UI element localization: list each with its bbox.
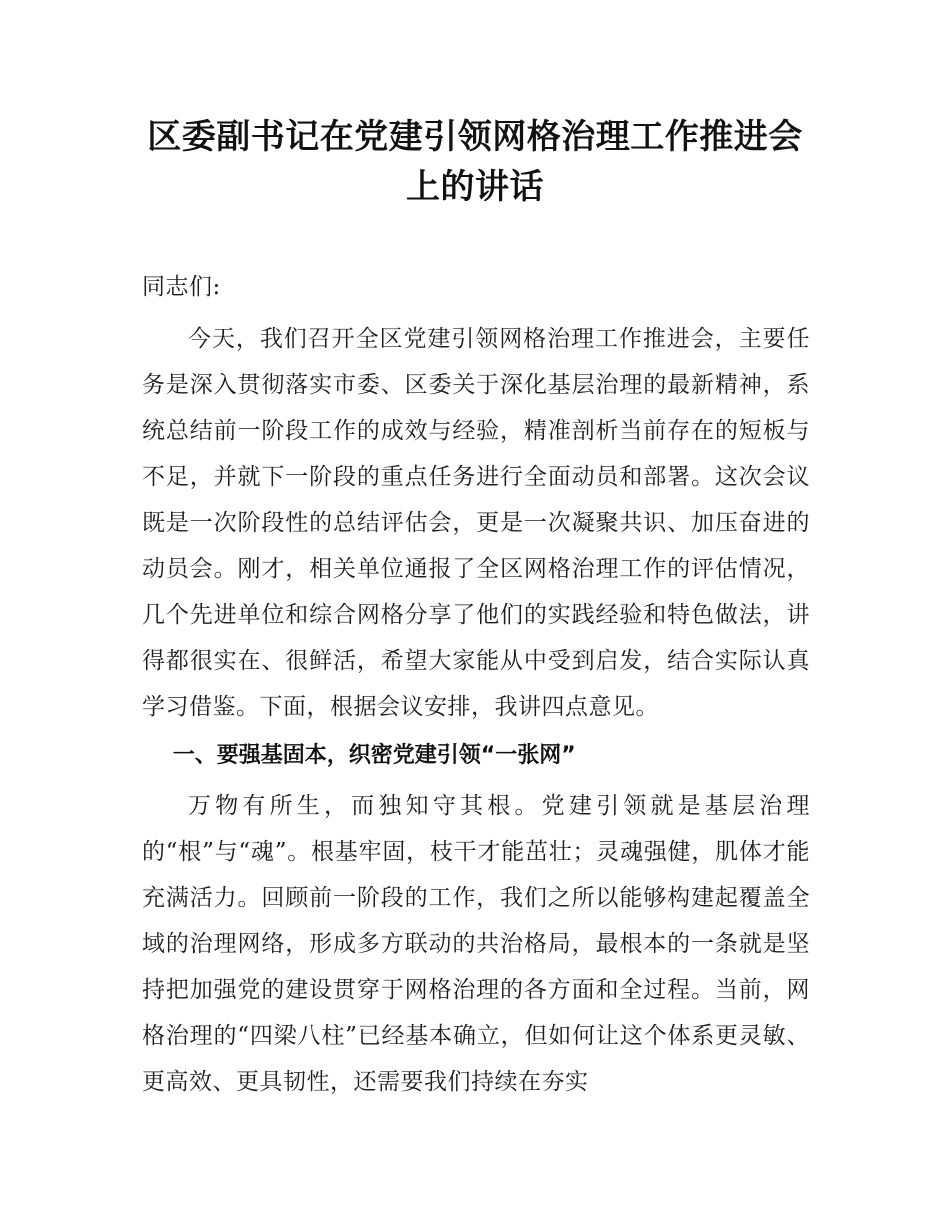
section-1-paragraph: 万物有所生，而独知守其根。党建引领就是基层治理的“根”与“魂”。根基牢固，枝干才能茁壮；灵魂强健，肌体才能充满活力。回顾前一阶段的工作，我们之所以能够构建起覆盖全域的治理网络，形成多方联动的共治格局，最根本的一条就是坚持把加强党的建设贯穿于网格治理的各方面和全过程。当前，网格治理的“四梁八柱”已经基本确立，但如何让这个体系更灵敏、更高效、更具韧性，还需要我们持续在夯实 — [142, 793, 810, 1095]
salutation: 同志们: — [142, 274, 221, 300]
document-title: 区委副书记在党建引领网格治理工作推进会上的讲话 — [147, 117, 803, 207]
opening-paragraph: 今天，我们召开全区党建引领网格治理工作推进会，主要任务是深入贯彻落实市委、区委关于深化基层治理的最新精神，系统总结前一阶段工作的成效与经验，精准剖析当前存在的短板与不足，并就下一阶段的重点任务进行全面动员和部署。这次会议既是一次阶段性的总结评估会，更是一次凝聚共识、加压奋进的动员会。刚才，相关单位通报了全区网格治理工作的评估情况，几个先进单位和综合网格分享了他们的实践经验和特色做法，讲得都很实在、很鲜活，希望大家能从中受到启发，结合实际认真学习借鉴。下面，根据会议安排，我讲四点意见。 — [142, 326, 810, 720]
document-body — [142, 264, 810, 1105]
section-heading-1: 一、要强基固本，织密党建引领“一张网” — [172, 743, 576, 768]
